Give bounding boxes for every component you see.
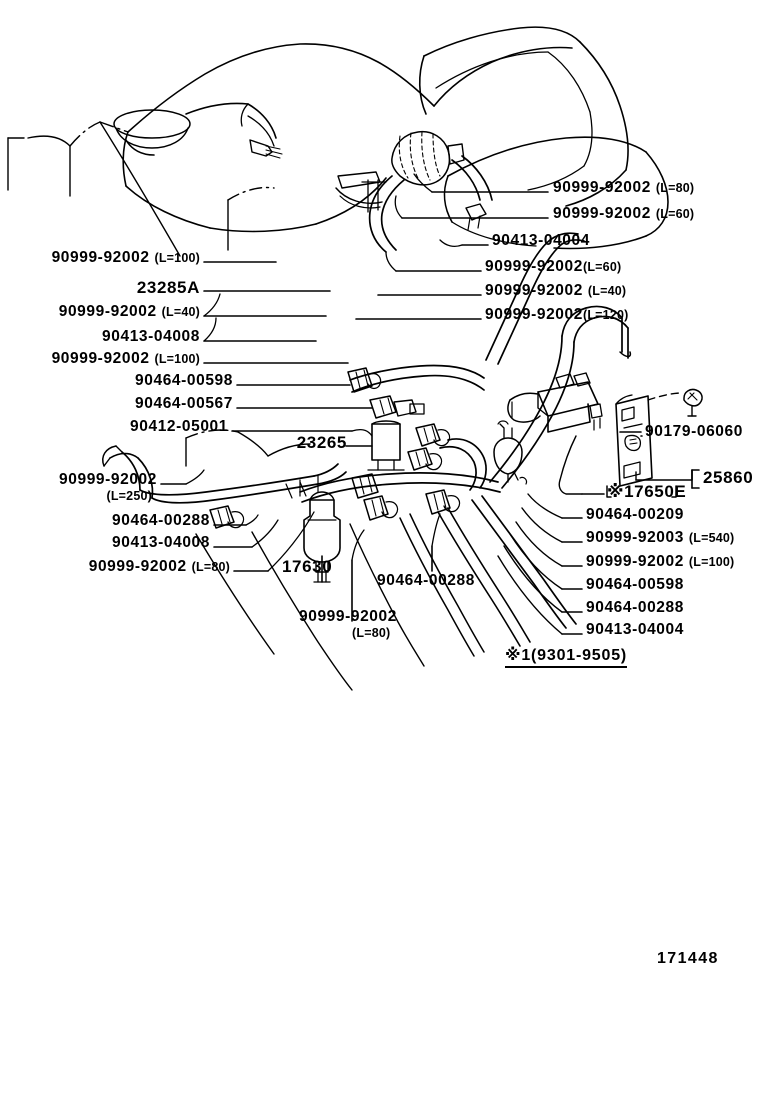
label-90464-00598-left: 90464-00598 (135, 372, 233, 389)
leader-23285A-stem (100, 122, 180, 256)
part-23265-body (372, 424, 400, 460)
label-90464-00598-right: 90464-00598 (586, 576, 684, 593)
label-90999-92002-L100-a: 90999-92002 (L=100) (51, 249, 200, 266)
hose-clamp-567 (370, 396, 396, 418)
label-90413-04004-right: 90413-04004 (586, 621, 684, 638)
label-90999-92002-L60: 90999-92002(L=60) (485, 258, 622, 275)
label-90464-00288-center: 90464-00288 (377, 572, 475, 589)
label-17650E: ※17650E (607, 482, 687, 501)
label-90999-92002-L250-suffix: (L=250) (106, 489, 152, 503)
label-90999-92002-L80: 90999-92002 (L=80) (553, 179, 695, 196)
leader-25860-stem (636, 470, 692, 480)
part-17630-body (304, 500, 340, 562)
label-90999-92002-bottom-suffix: (L=80) (352, 626, 391, 640)
vacuum-damper (494, 438, 522, 474)
plenum-top-outline (128, 44, 434, 132)
label-90413-04008-a: 90413-04008 (102, 328, 200, 345)
label-90999-92002-L40-right: 90999-92002 (L=40) (485, 282, 627, 299)
label-90999-92002-L100-right: 90999-92002 (L=100) (586, 553, 735, 570)
head-cover-top (424, 27, 580, 56)
bolt-90179 (684, 389, 702, 405)
label-25860: 25860 (703, 468, 754, 487)
throttle-cap (114, 110, 190, 138)
label-90999-92002-L250: 90999-92002 (59, 471, 157, 488)
label-90999-92002-L100-b: 90999-92002 (L=100) (51, 350, 200, 367)
label-90999-92002-L40-left: 90999-92002 (L=40) (58, 303, 200, 320)
label-90999-92002-bottom: 90999-92002 (299, 608, 397, 625)
label-17630: 17630 (282, 557, 333, 576)
label-90999-92002-L120: 90999-92002(L=120) (485, 306, 629, 323)
label-90999-92003-L540: 90999-92003 (L=540) (586, 529, 735, 546)
label-90999-92002-L60-top: 90999-92002 (L=60) (553, 205, 695, 222)
figure-code: 171448 (657, 950, 719, 967)
label-90464-00288-right: 90464-00288 (586, 599, 684, 616)
label-90999-92002-L80-left: 90999-92002 (L=80) (88, 558, 230, 575)
label-90413-04004-top: 90413-04004 (492, 232, 590, 249)
label-90464-00567: 90464-00567 (135, 395, 233, 412)
label-90464-00288-left: 90464-00288 (112, 512, 210, 529)
label-90412-05001: 90412-05001 (130, 418, 228, 435)
label-90464-00209: 90464-00209 (586, 506, 684, 523)
label-90179-06060: 90179-06060 (645, 423, 743, 440)
label-23265: 23265 (296, 433, 347, 452)
label-23285A: 23285A (136, 278, 200, 297)
label-90413-04008-b: 90413-04008 (112, 534, 210, 551)
footnote-date-range: ※1(9301-9505) (505, 645, 627, 668)
